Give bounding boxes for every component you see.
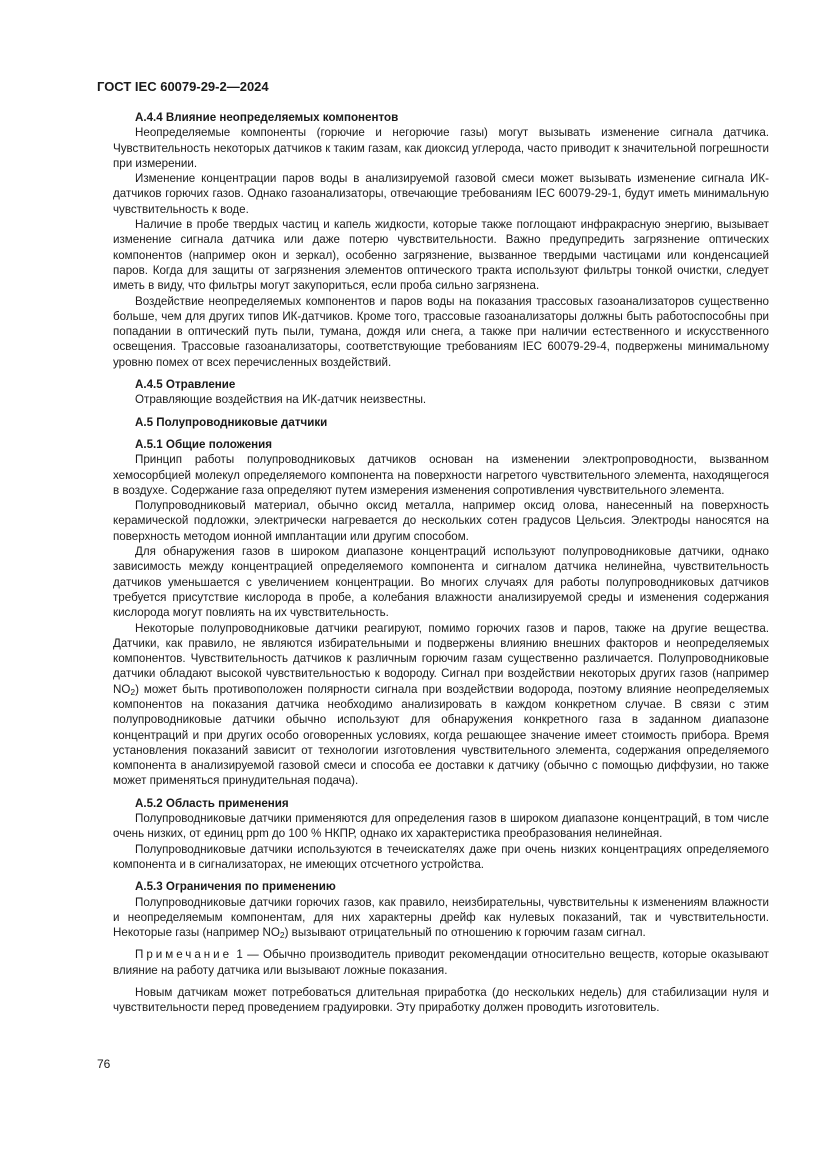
note-label: Примечание xyxy=(135,948,233,962)
paragraph: Полупроводниковые датчики применяются для определения газов в широком диапазоне концентраций, в том числе очень низких, от единиц ppm до 100 % НКПР, однако их характеристика преобразования нелинейная. xyxy=(113,812,769,841)
paragraph: Неопределяемые компоненты (горючие и негорючие газы) могут вызывать изменение сигнала датчика. Чувствительность некоторых датчиков к таким газам, как диоксид углерода, часто приводит к значительной погрешности при измерении. xyxy=(113,126,769,170)
paragraph: Воздействие неопределяемых компонентов и паров воды на показания трассовых газоанализаторов существенно больше, чем для других типов ИК-датчиков. Кроме того, трассовые газоанализаторы должны быть работоспособны при попадании в оптический путь пыли, тумана, дождя или снега, а также при наличии естественного и искусственного освещения. Трассовые газоанализаторы, соответствующие требованиям IEC 60079-29-4, подвержены минимальному уровню помех от всех перечисленных воздействий. xyxy=(113,294,769,369)
section-a45-title: А.4.5 Отравление xyxy=(135,378,236,392)
section-a51-title: А.5.1 Общие положения xyxy=(135,437,273,451)
paragraph: Полупроводниковые датчики используются в течеискателях даже при очень низких концентрациях определяемого компонента и в сигнализаторах, не имеющих отсчетного устройства. xyxy=(113,842,769,871)
page-number: 76 xyxy=(97,1057,111,1071)
paragraph: Принцип работы полупроводниковых датчиков основан на изменении электропроводности, вызванном хемосорбцией молекул определяемого компонента на поверхности нагретого чувствительного элемента, находящегося в воздухе. Содержание газа определяют путем измерения изменения сопротивления чувствительного элемента. xyxy=(113,453,769,497)
document-header: ГОСТ IEC 60079-29-2—2024 xyxy=(97,79,269,94)
text-run: Некоторые полупроводниковые датчики реагируют, помимо горючих газов и паров, также на другие вещества. Датчики, как правило, не являются избирательными и подвержены влиянию внешних факторов и неопределяемых компонентов. Чувствительность датчиков к различным горючим газам существенно различается. Полупроводниковые датчики обладают высокой чувствительностью к водороду. Сигнал при воздействии некоторых других газов (например NO xyxy=(113,621,769,696)
section-a53-title: А.5.3 Ограничения по применению xyxy=(135,880,336,894)
paragraph xyxy=(113,895,769,941)
text-run: ) вызывают отрицательный по отношению к горючим газам сигнал. xyxy=(284,926,646,940)
paragraph: Наличие в пробе твердых частиц и капель жидкости, которые также поглощают инфракрасную энергию, вызывает изменение сигнала датчика или даже потерю чувствительности. Важно предупредить загрязнение оптических компонентов (например окон и зеркал), особенно загрязнение, вызванное твердыми частицами или конденсацией паров. Когда для защиты от загрязнения элементов оптического тракта используют фильтры тонкой очистки, следует иметь в виду, что фильтры могут закупориться, если проба сильно загрязнена. xyxy=(113,218,769,293)
subscript: 2 xyxy=(279,930,285,941)
subscript: 2 xyxy=(130,686,136,697)
paragraph: Изменение концентрации паров воды в анализируемой газовой смеси может вызывать изменение сигнала ИК-датчиков горючих газов. Однако газоанализаторы, отвечающие требованиям IEC 60079-29-1, будут иметь минимальную чувствительность к воде. xyxy=(113,172,769,216)
section-a52-title: А.5.2 Область применения xyxy=(135,796,289,810)
page-content xyxy=(113,110,769,1016)
note xyxy=(113,947,769,978)
section-a44-title: А.4.4 Влияние неопределяемых компонентов xyxy=(135,111,399,124)
paragraph xyxy=(113,621,769,789)
text-run: ) может быть противоположен полярности сигнала при воздействии водорода, поэтому влияние неопределяемых компонентов на показания датчика необходимо анализировать в каждом конкретном случае. В связи с этим полупроводниковые датчики обычно используют для обнаружения конкретного газа в заданном диапазоне концентраций и при других особо оговоренных условиях, когда решающее значение имеет стоимость прибора. Время установления показаний зависит от технологии изготовления чувствительного элемента, содержания определяемого компонента в анализируемой газовой смеси и способа ее доставки к датчику (обычно с помощью диффузии, но также может применяться принудительная подача). xyxy=(113,682,769,788)
section-a5-title: А.5 Полупроводниковые датчики xyxy=(135,415,328,429)
paragraph: Отравляющие воздействия на ИК-датчик неизвестны. xyxy=(135,393,427,407)
paragraph: Для обнаружения газов в широком диапазоне концентраций используют полупроводниковые датчики, однако зависимость между концентрацией определяемого компонента и сигналом датчика нелинейна, чувствительность датчиков уменьшается с увеличением концентрации. Во многих случаях для работы полупроводниковых датчиков требуется присутствие кислорода в пробе, а колебания влажности анализируемой среды и изменения содержания кислорода могут повлиять на их чувствительность. xyxy=(113,545,769,620)
paragraph: Полупроводниковый материал, обычно оксид металла, например оксид олова, нанесенный на поверхность керамической подложки, электрически нагревается до нескольких сотен градусов Цельсия. Электроды наносятся на поверхность методом ионной имплантации или другим способом. xyxy=(113,499,769,543)
text-run: Полупроводниковые датчики горючих газов, как правило, неизбирательны, чувствительны к изменениям влажности и неопределяемым компонентам, для них характерны дрейф как нулевых показаний, так и чувствительности. Некоторые газы (например NO xyxy=(113,895,769,940)
note-text: 1 — Обычно производитель приводит рекомендации относительно веществ, которые оказывают влияние на работу датчика или вызывают ложные показания. xyxy=(113,948,769,977)
paragraph: Новым датчикам может потребоваться длительная приработка (до нескольких недель) для стабилизации нуля и чувствительности перед проведением градуировки. Эту приработку должен проводить изготовитель. xyxy=(113,986,769,1015)
